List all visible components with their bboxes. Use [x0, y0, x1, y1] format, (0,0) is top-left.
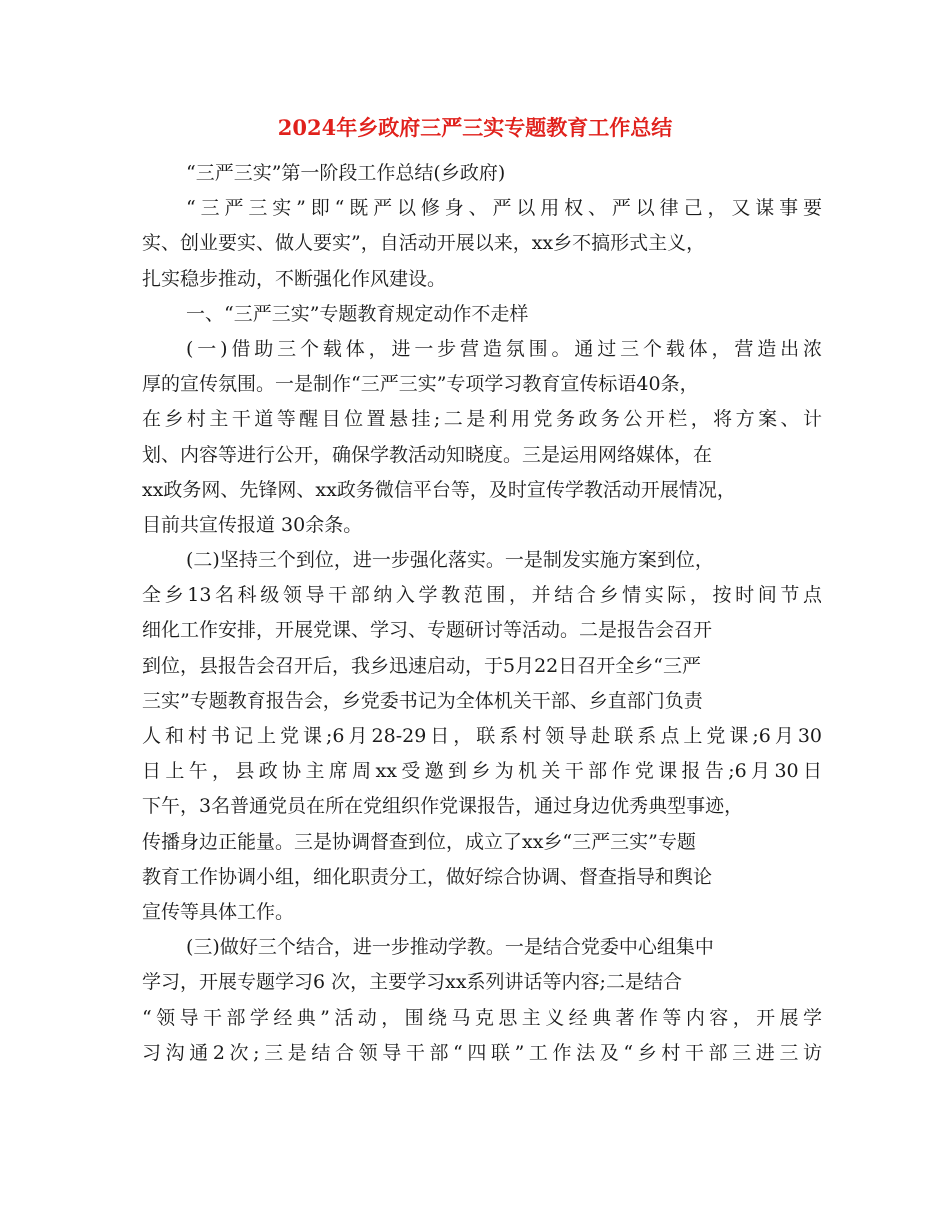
text-line: (三)做好三个结合，进一步推动学教。一是结合党委中心组集中 — [186, 936, 714, 959]
text-line: xx政务网、先锋网、xx政务微信平台等，及时宣传学教活动开展情况， — [142, 478, 736, 501]
text-line: (一)借助三个载体，进一步营造氛围。通过三个载体，营造出浓 — [186, 337, 822, 360]
text-line: 日上午，县政协主席周xx受邀到乡为机关干部作党课报告;6月30日 — [142, 760, 822, 783]
document-body — [142, 156, 822, 1071]
text-line: 厚的宣传氛围。一是制作“三严三实”专项学习教育宣传标语40条， — [142, 373, 699, 396]
text-line: 一、“三严三实”专题教育规定动作不走样 — [186, 302, 529, 325]
text-line: 全乡13名科级领导干部纳入学教范围，并结合乡情实际，按时间节点 — [142, 584, 822, 607]
text-line: 教育工作协调小组，细化职责分工，做好综合协调、督查指导和舆论 — [142, 865, 713, 888]
text-line: 人和村书记上党课;6月28-29日，联系村领导赴联系点上党课;6月30 — [142, 725, 822, 747]
text-line: 实、创业要实、做人要实”，自活动开展以来，xx乡不搞形式主义， — [142, 232, 706, 255]
text-line: 到位，县报告会召开后，我乡迅速启动，于5月22日召开全乡“三严 — [142, 654, 701, 677]
text-line: 下午，3名普通党员在所在党组织作党课报告，通过身边优秀典型事迹， — [142, 795, 744, 818]
text-line: 扎实稳步推动，不断强化作风建设。 — [142, 267, 447, 290]
text-line: 传播身边正能量。三是协调督查到位，成立了xx乡“三严三实”专题 — [142, 830, 696, 853]
text-line: “领导干部学经典”活动，围绕马克思主义经典著作等内容，开展学 — [142, 1006, 822, 1029]
text-line: 习沟通2次;三是结合领导干部“四联”工作法及“乡村干部三进三访 — [142, 1041, 822, 1064]
text-line: 宣传等具体工作。 — [142, 900, 295, 923]
text-line: 目前共宣传报道 30余条。 — [142, 513, 363, 536]
text-line: 在乡村主干道等醒目位置悬挂;二是利用党务政务公开栏，将方案、计 — [142, 408, 822, 431]
text-line: “三严三实”即“既严以修身、严以用权、严以律己，又谋事要 — [186, 197, 822, 220]
document-title: 2024年乡政府三严三实专题教育工作总结 — [277, 115, 673, 140]
text-line: (二)坚持三个到位，进一步强化落实。一是制发实施方案到位， — [186, 549, 714, 572]
text-line: 细化工作安排，开展党课、学习、专题研讨等活动。二是报告会召开 — [142, 619, 713, 642]
text-line: “三严三实”第一阶段工作总结(乡政府) — [186, 162, 506, 184]
text-line: 学习，开展专题学习6 次，主要学习xx系列讲话等内容;二是结合 — [142, 971, 682, 994]
text-line: 划、内容等进行公开，确保学教活动知晓度。三是运用网络媒体，在 — [142, 443, 713, 466]
text-line: 三实”专题教育报告会，乡党委书记为全体机关干部、乡直部门负责 — [142, 689, 703, 712]
